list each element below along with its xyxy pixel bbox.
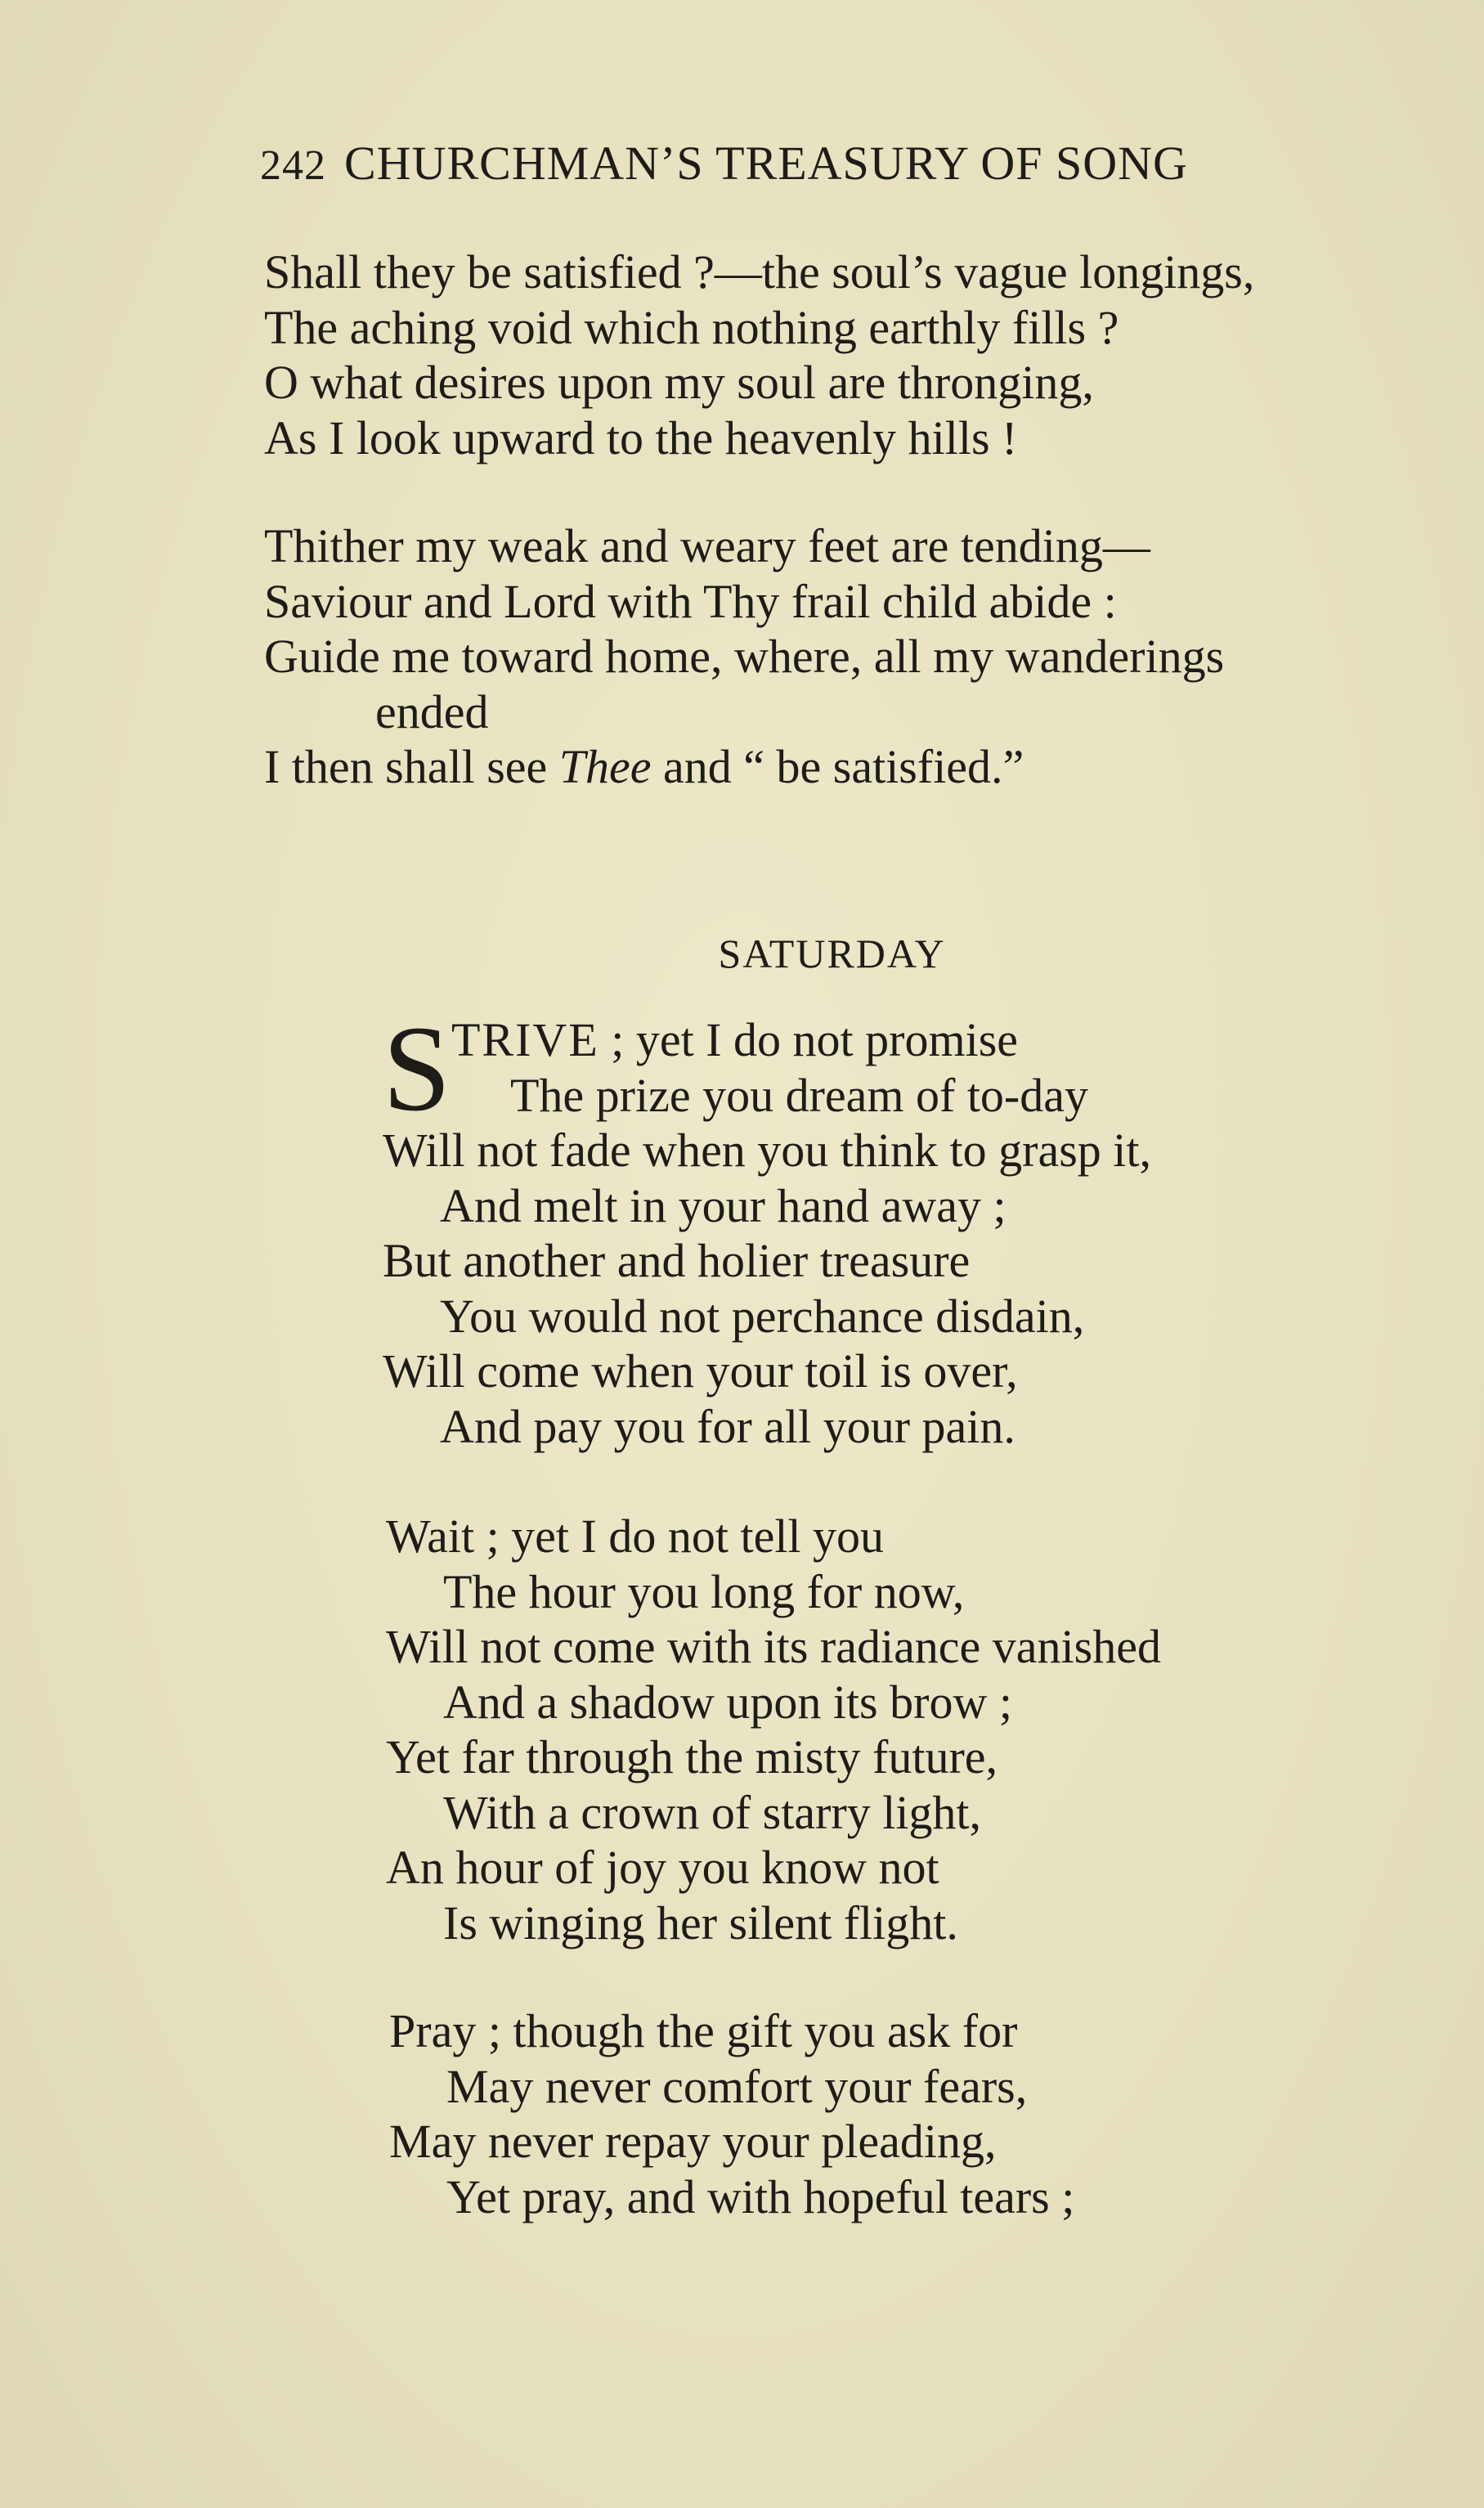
- poem-line: The aching void which nothing earthly fills ?: [264, 300, 1119, 354]
- line-text: ; yet I do not promise: [599, 1013, 1019, 1066]
- section-title: [0, 921, 1484, 986]
- poem1-stanza-2: [264, 518, 1224, 795]
- line-text: and “ be satisfied.”: [651, 740, 1024, 793]
- drop-cap: S: [383, 1001, 451, 1137]
- poem-line: You would not perchance disdain,: [440, 1289, 1085, 1343]
- page-number: 242: [260, 142, 326, 189]
- poem-line: [264, 739, 1224, 795]
- poem-line: Will not come with its radiance vanished: [386, 1620, 1161, 1673]
- running-title: CHURCHMAN’S TREASURY OF SONG: [344, 137, 1188, 190]
- poem-line-continuation: ended: [375, 684, 489, 738]
- poem-line: Pray ; though the gift you ask for: [389, 2004, 1018, 2057]
- poem-line: Thither my weak and weary feet are tending—: [264, 519, 1150, 572]
- poem-line: May never repay your pleading,: [389, 2115, 997, 2168]
- emphasized-word: Thee: [558, 740, 652, 793]
- poem-line: The prize you dream of to-day: [510, 1068, 1088, 1122]
- saturday-stanza-3: [389, 2003, 1074, 2224]
- poem-line: As I look upward to the heavenly hills !: [264, 411, 1018, 464]
- poem-line: Will not fade when you think to grasp it,: [383, 1124, 1152, 1177]
- poem-line: And a shadow upon its brow ;: [443, 1675, 1012, 1729]
- running-header: [260, 131, 1421, 199]
- section-title-text: SATURDAY: [718, 931, 946, 976]
- saturday-stanza-2: [386, 1509, 1161, 1950]
- poem-line: Is winging her silent flight.: [443, 1896, 958, 1949]
- poem-line: [383, 1012, 1151, 1068]
- poem-line: Yet far through the misty future,: [386, 1730, 998, 1783]
- poem-line: May never comfort your fears,: [446, 2059, 1028, 2113]
- poem-line: Will come when your toil is over,: [383, 1344, 1018, 1398]
- poem-line: And pay you for all your pain.: [440, 1399, 1015, 1453]
- saturday-stanza-1: [383, 1012, 1151, 1454]
- poem-line: And melt in your hand away ;: [440, 1178, 1007, 1232]
- line-text: I then shall see: [264, 740, 559, 793]
- poem-line: Shall they be satisfied ?—the soul’s vague longings,: [264, 245, 1255, 298]
- poem-line: An hour of joy you know not: [386, 1841, 939, 1894]
- poem-line: Guide me toward home, where, all my wanderings: [264, 630, 1225, 683]
- poem-line: Wait ; yet I do not tell you: [386, 1510, 885, 1563]
- poem-line: But another and holier treasure: [383, 1234, 971, 1287]
- poem1-stanza-1: [264, 245, 1254, 465]
- poem-line: With a crown of starry light,: [443, 1785, 982, 1839]
- poem-line: Saviour and Lord with Thy frail child abide :: [264, 574, 1117, 628]
- poem-line: O what desires upon my soul are thronging,: [264, 356, 1094, 409]
- poem-line: The hour you long for now,: [443, 1564, 965, 1618]
- poem-line: Yet pray, and with hopeful tears ;: [446, 2169, 1075, 2223]
- dropcap-continuation: TRIVE: [451, 1013, 599, 1066]
